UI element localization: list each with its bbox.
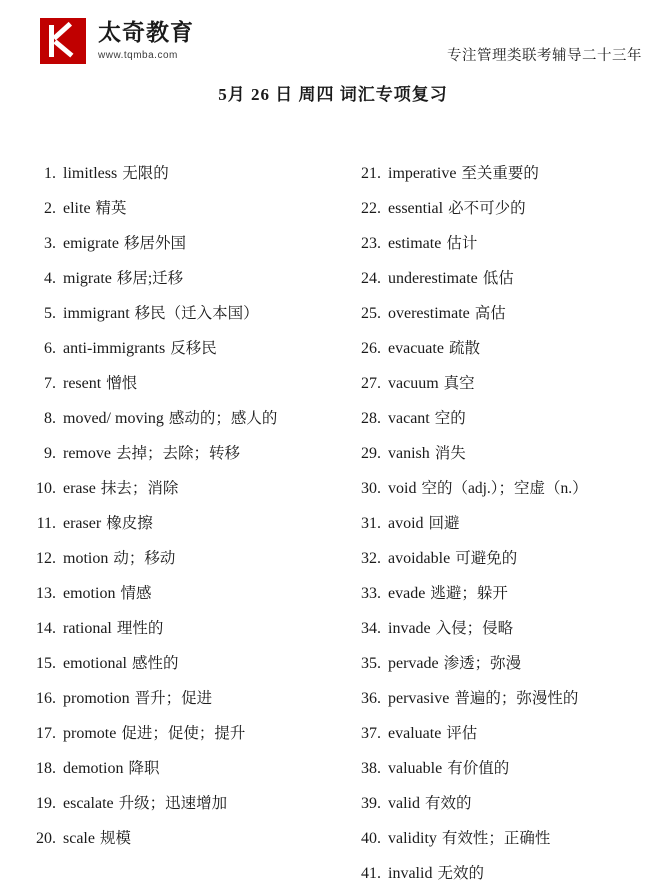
list-item-body [56, 226, 186, 261]
list-item-body [381, 751, 509, 786]
vocab-word: anti-immigrants [63, 340, 166, 357]
list-item-body [56, 401, 277, 436]
vocab-definition: 有效的 [425, 795, 472, 812]
vocab-definition: 感动的；感人的 [168, 410, 278, 427]
vocab-word: emotion [63, 585, 116, 602]
list-item [28, 646, 333, 681]
vocab-word: promote [63, 725, 117, 742]
list-item [353, 366, 640, 401]
list-item [28, 261, 333, 296]
vocab-definition: 估计 [446, 235, 478, 252]
list-item [28, 156, 333, 191]
list-item [28, 681, 333, 716]
list-item [353, 296, 640, 331]
list-item-body [56, 191, 127, 226]
vocab-definition: 消失 [434, 445, 466, 462]
list-item-number: 29. [361, 445, 381, 462]
list-item [353, 331, 640, 366]
vocab-definition: 逃避；躲开 [430, 585, 508, 602]
list-item [353, 191, 640, 226]
vocab-word: evaluate [388, 725, 442, 742]
list-item-number: 23. [361, 235, 381, 252]
vocab-word: migrate [63, 270, 112, 287]
list-item-number: 21. [361, 165, 381, 182]
list-item-number: 2. [44, 200, 56, 217]
vocab-word: resent [63, 375, 102, 392]
list-item-number: 6. [44, 340, 56, 357]
vocab-word: remove [63, 445, 111, 462]
vocab-word: vanish [388, 445, 430, 462]
list-item-body [381, 401, 466, 436]
list-item-number: 14. [36, 620, 56, 637]
vocab-word: essential [388, 200, 444, 217]
list-item [353, 401, 640, 436]
vocab-definition: 可避免的 [455, 550, 518, 567]
vocab-word: erase [63, 480, 96, 497]
list-item-body [381, 436, 466, 471]
brand-text [98, 21, 194, 60]
vocab-word: emotional [63, 655, 127, 672]
list-item-number: 9. [44, 445, 56, 462]
list-item [28, 366, 333, 401]
vocabulary-columns [0, 156, 666, 891]
list-item [28, 331, 333, 366]
vocab-word: limitless [63, 165, 118, 182]
list-item-number: 10. [36, 480, 56, 497]
vocab-definition: 入侵；侵略 [435, 620, 514, 637]
vocab-word: motion [63, 550, 109, 567]
vocab-definition: 无效的 [437, 865, 484, 882]
list-item-number: 36. [361, 690, 381, 707]
list-item-number: 5. [44, 305, 56, 322]
vocab-definition: 感性的 [131, 655, 179, 672]
list-item-body [56, 471, 178, 506]
vocab-definition: 回避 [428, 515, 460, 532]
list-item [28, 436, 333, 471]
list-item-number: 41. [361, 865, 381, 882]
vocab-word: promotion [63, 690, 130, 707]
vocab-word: overestimate [388, 305, 470, 322]
list-item [353, 751, 640, 786]
vocab-definition: 有效性；正确性 [441, 830, 551, 847]
vocab-word: eraser [63, 515, 102, 532]
list-item-number: 26. [361, 340, 381, 357]
vocab-definition: 促进；促使；提升 [121, 725, 246, 742]
list-item-number: 33. [361, 585, 381, 602]
vocabulary-column-left [26, 156, 333, 891]
list-item-body [56, 611, 163, 646]
list-item [353, 576, 640, 611]
vocab-definition: 空的 [434, 410, 466, 427]
brand-name: 太奇教育 [98, 20, 194, 47]
list-item-body [56, 751, 159, 786]
vocab-word: estimate [388, 235, 442, 252]
list-item [28, 611, 333, 646]
vocab-definition: 橡皮擦 [106, 515, 153, 532]
list-item [353, 856, 640, 891]
list-item-number: 8. [44, 410, 56, 427]
list-item-body [381, 506, 460, 541]
list-item-body [381, 786, 472, 821]
vocab-definition: 空的（adj.）；空虚（n.） [421, 480, 588, 497]
list-item-body [381, 226, 477, 261]
list-item-number: 7. [44, 375, 56, 392]
vocab-word: rational [63, 620, 112, 637]
list-item-body [381, 471, 588, 506]
vocab-definition: 降职 [128, 760, 160, 777]
vocab-word: validity [388, 830, 437, 847]
list-item-number: 22. [361, 200, 381, 217]
list-item-body [381, 156, 539, 191]
vocab-definition: 无限的 [122, 165, 169, 182]
list-item-number: 19. [36, 795, 56, 812]
list-item [28, 471, 333, 506]
vocab-definition: 移居外国 [123, 235, 186, 252]
list-item [28, 296, 333, 331]
vocab-definition: 至关重要的 [461, 165, 539, 182]
vocab-definition: 低估 [482, 270, 514, 287]
vocab-definition: 晋升；促进 [134, 690, 213, 707]
list-item [353, 646, 640, 681]
list-item-number: 31. [361, 515, 381, 532]
list-item-number: 37. [361, 725, 381, 742]
list-item [28, 716, 333, 751]
page-title: 5月 26 日 周四 词汇专项复习 [218, 85, 448, 104]
list-item-body [56, 576, 151, 611]
vocab-word: void [388, 480, 417, 497]
list-item-number: 4. [44, 270, 56, 287]
vocab-word: emigrate [63, 235, 119, 252]
list-item [353, 716, 640, 751]
vocab-definition: 理性的 [116, 620, 164, 637]
vocab-definition: 升级；迅速增加 [118, 795, 228, 812]
vocab-word: elite [63, 200, 91, 217]
list-item-number: 39. [361, 795, 381, 812]
vocab-word: valid [388, 795, 420, 812]
list-item [353, 261, 640, 296]
list-item-number: 34. [361, 620, 381, 637]
list-item-body [381, 716, 477, 751]
list-item [353, 611, 640, 646]
vocab-word: valuable [388, 760, 443, 777]
list-item-body [56, 436, 240, 471]
vocab-word: invade [388, 620, 431, 637]
vocab-word: immigrant [63, 305, 130, 322]
list-item [353, 436, 640, 471]
list-item [353, 471, 640, 506]
vocab-definition: 移民（迁入本国） [134, 305, 259, 322]
list-item-number: 25. [361, 305, 381, 322]
vocab-definition: 规模 [99, 830, 131, 847]
list-item-body [381, 856, 484, 891]
list-item-body [56, 331, 217, 366]
list-item [28, 506, 333, 541]
list-item [28, 226, 333, 261]
vocab-definition: 疏散 [448, 340, 480, 357]
list-item-number: 35. [361, 655, 381, 672]
list-item-body [381, 366, 475, 401]
vocab-definition: 评估 [446, 725, 478, 742]
list-item [353, 226, 640, 261]
list-item-body [381, 541, 517, 576]
list-item-body [56, 646, 179, 681]
list-item [28, 191, 333, 226]
list-item-body [56, 681, 212, 716]
vocab-definition: 真空 [443, 375, 475, 392]
list-item-body [381, 331, 480, 366]
list-item-number: 30. [361, 480, 381, 497]
list-item-number: 20. [36, 830, 56, 847]
vocab-word: avoidable [388, 550, 451, 567]
vocab-definition: 抹去；消除 [100, 480, 179, 497]
list-item-body [56, 156, 169, 191]
vocab-word: demotion [63, 760, 124, 777]
list-item [28, 576, 333, 611]
vocab-definition: 必不可少的 [448, 200, 526, 217]
vocab-definition: 动；移动 [113, 550, 176, 567]
list-item [28, 821, 333, 856]
vocab-definition: 渗透；弥漫 [443, 655, 522, 672]
brand-url: www.tqmba.com [98, 49, 178, 61]
list-item-number: 13. [36, 585, 56, 602]
list-item [353, 681, 640, 716]
list-item-number: 16. [36, 690, 56, 707]
list-item [353, 506, 640, 541]
list-item-number: 15. [36, 655, 56, 672]
list-item [353, 821, 640, 856]
list-item-body [381, 261, 514, 296]
list-item-number: 40. [361, 830, 381, 847]
vocab-definition: 情感 [120, 585, 152, 602]
list-item-number: 38. [361, 760, 381, 777]
vocab-word: evade [388, 585, 426, 602]
vocab-word: scale [63, 830, 95, 847]
list-item-number: 1. [44, 165, 56, 182]
vocab-definition: 高估 [474, 305, 506, 322]
list-item-number: 18. [36, 760, 56, 777]
vocab-word: evacuate [388, 340, 444, 357]
document-header [0, 0, 666, 72]
list-item [353, 541, 640, 576]
list-item [353, 786, 640, 821]
vocab-word: moved/ moving [63, 410, 164, 427]
list-item-body [381, 821, 550, 856]
list-item-number: 32. [361, 550, 381, 567]
vocab-definition: 精英 [95, 200, 127, 217]
brand-tagline: 专注管理类联考辅导二十三年 [447, 48, 642, 64]
list-item-body [56, 366, 137, 401]
vocab-word: underestimate [388, 270, 478, 287]
list-item-body [381, 576, 508, 611]
list-item [28, 786, 333, 821]
list-item-body [56, 821, 131, 856]
list-item-body [381, 191, 526, 226]
list-item-number: 27. [361, 375, 381, 392]
list-item-body [381, 681, 578, 716]
vocab-definition: 有价值的 [447, 760, 510, 777]
list-item-body [56, 541, 175, 576]
list-item-number: 12. [36, 550, 56, 567]
list-item-body [56, 716, 245, 751]
list-item-body [56, 506, 153, 541]
vocab-word: vacuum [388, 375, 439, 392]
vocab-definition: 移居;迁移 [116, 270, 184, 287]
list-item-number: 28. [361, 410, 381, 427]
list-item-number: 17. [36, 725, 56, 742]
list-item-number: 24. [361, 270, 381, 287]
list-item [28, 401, 333, 436]
list-item-body [56, 261, 183, 296]
list-item-number: 3. [44, 235, 56, 252]
list-item-body [381, 611, 513, 646]
vocab-word: avoid [388, 515, 424, 532]
vocab-definition: 普遍的；弥漫性的 [454, 690, 579, 707]
list-item [353, 156, 640, 191]
vocab-word: invalid [388, 865, 433, 882]
vocab-definition: 反移民 [170, 340, 217, 357]
list-item-body [56, 786, 227, 821]
vocab-definition: 去掉；去除；转移 [115, 445, 240, 462]
vocab-word: imperative [388, 165, 457, 182]
list-item-body [381, 296, 506, 331]
vocab-definition: 憎恨 [106, 375, 138, 392]
tqmba-k-logo-icon [40, 18, 86, 64]
vocab-word: pervade [388, 655, 439, 672]
list-item-number: 11. [36, 515, 56, 532]
list-item [28, 751, 333, 786]
vocab-word: vacant [388, 410, 430, 427]
vocabulary-column-right [333, 156, 640, 891]
list-item-body [381, 646, 521, 681]
vocab-word: pervasive [388, 690, 450, 707]
list-item-body [56, 296, 259, 331]
vocab-word: escalate [63, 795, 114, 812]
list-item [28, 541, 333, 576]
